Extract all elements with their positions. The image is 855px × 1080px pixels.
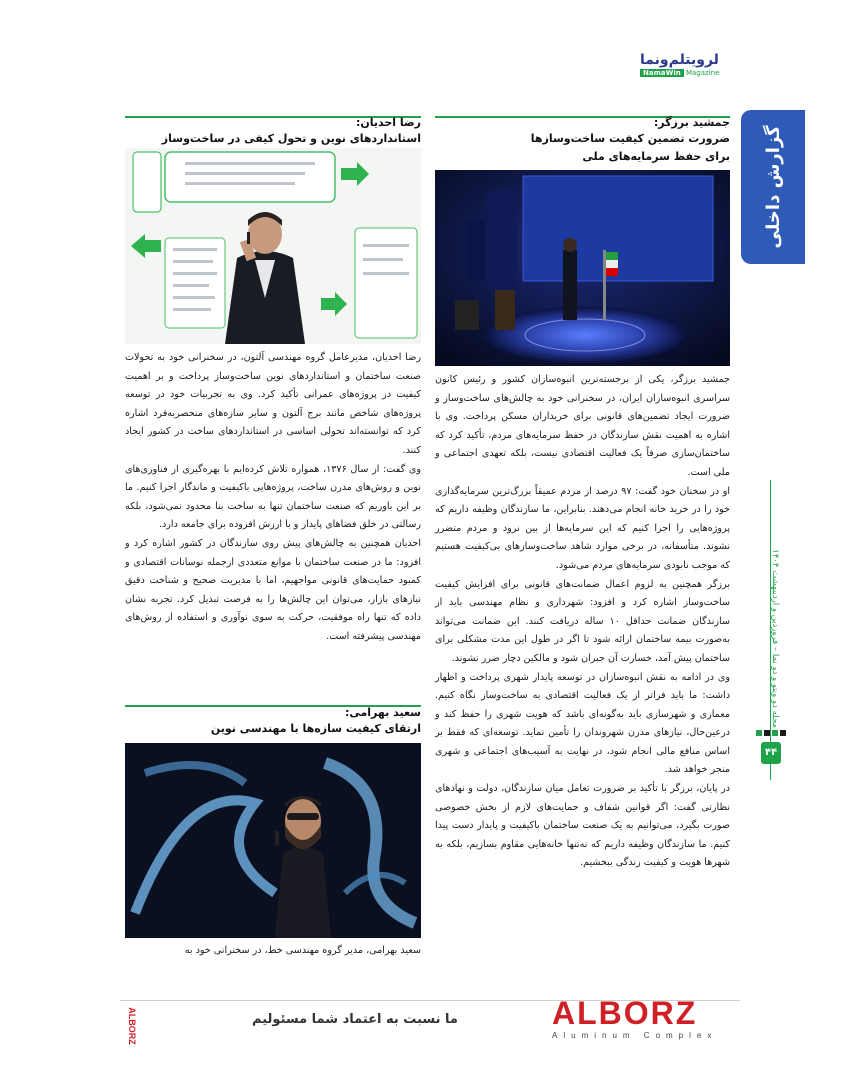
- stage-photo-image: [435, 170, 730, 366]
- logo-sub-brand: NamaWin: [640, 69, 684, 77]
- logo-sub-label: Magazine: [685, 69, 720, 77]
- article2-paragraph: وی گفت: از سال ۱۳۷۶، همواره تلاش کرده‌ایم با بهره‌گیری از فناوری‌های نوین و روش‌های مدرن ساخت، پروژه‌هایی باکیفیت و ماندگار اجرا کنیم. ما بر این باوریم که صنعت ساختمان تنها به ساخت بنا محدود نمی‌شود، بلکه رسالتی در خلق فضاهای پایدار و با ارزش افزوده برای جامعه دارد.: [125, 463, 421, 531]
- alborz-logo-word: ALBORZ: [552, 995, 698, 1031]
- article2-body: [125, 349, 421, 647]
- footer-brand-vertical-text: ALBORZ: [127, 1007, 137, 1045]
- article2-paragraph: احدیان همچنین به چالش‌های پیش روی سازندگان در کشور اشاره کرد و افزود: ما در صنعت ساختمان با موانع متعددی ازجمله نوسانات اقتصادی و کمبود حمایت‌های قانونی مواجهیم، اما با مدیریت صحیح و شناخت دقیق نیازهای بازار، می‌توان این چالش‌ها را به فرصت تبدیل کرد. تجربه نشان داده که تنها راه موفقیت، حرکت به سوی نوآوری و استفاده از روش‌های مهندسی پیشرفته است.: [125, 537, 421, 642]
- article3-title: ارتقای کیفیت سازه‌ها با مهندسی نوین: [210, 722, 421, 735]
- footer-tagline: ما نسبت به اعتماد شما مسئولیم: [252, 1012, 458, 1027]
- alborz-logo: [552, 996, 732, 1048]
- magazine-logo: [640, 52, 735, 82]
- article2-name: رضا احدیان:: [355, 116, 421, 129]
- page-number: ۴۴: [761, 742, 781, 764]
- speaker-stage-image: [125, 743, 421, 938]
- article2-photo: [125, 148, 421, 344]
- article1-paragraph: جمشید برزگر، یکی از برجسته‌ترین انبوه‌سازان کشور و رئیس کانون سراسری انبوه‌سازان ایران، در سخنرانی خود به چالش‌های ساخت‌وساز و ضرورت ایجاد تضمین‌های قانونی برای خریداران مسکن پرداخت. وی با اشاره به اهمیت نقش سازندگان در حفظ سرمایه‌های مردم، تأکید کرد که ساختمان‌سازی صرفاً یک فعالیت اقتصادی نیست، بلکه تعهدی اجتماعی و ملی است.: [435, 374, 730, 478]
- article2-title: استانداردهای نوین و تحول کیفی در ساخت‌وساز: [161, 132, 421, 145]
- article1-paragraph: او در سخنان خود گفت: ۹۷ درصد از مردم عمیقاً بزرگ‌ترین سرمایه‌گذاری خود را در خرید خانه انجام می‌دهند. بنابراین، ما سازندگان وظیفه داریم که پروژه‌هایی را اجرا کنیم که این سرمایه‌ها از بین نرود و مردم متضرر نشوند. متأسفانه، در برخی موارد شاهد ساخت‌وسازهای بی‌کیفیت هستیم که موجب نابودی سرمایه‌های مردم می‌شود.: [435, 485, 731, 571]
- article1-body: [435, 371, 730, 873]
- speaker-photo-image: [125, 148, 421, 344]
- issue-line: [760, 488, 780, 728]
- article1-photo: [435, 170, 730, 366]
- footer-brand-vertical: [123, 1004, 137, 1048]
- article1-title: ضرورت تضمین کیفیت ساخت‌وسازها برای حفظ سرمایه‌های ملی: [530, 132, 730, 163]
- section-label: گزارش داخلی: [762, 125, 784, 249]
- article1-paragraph: برزگر همچنین به لزوم اعمال ضمانت‌های قانونی برای افزایش کیفیت ساخت‌وساز اشاره کرد و افزود: شهرداری و نظام مهندسی باید از سازندگان ضمانت حداقل ۱۰ ساله دریافت کنند. این ضمانت می‌تواند به‌صورت بیمه ساختمان ارائه شود تا اگر در طول این مدت مشکلی برای ساختمان پیش آمد، خسارت آن جبران شود و مالکین دچار ضرر نشوند.: [435, 578, 730, 664]
- article1-paragraph: در پایان، برزگر با تأکید بر ضرورت تعامل میان سازندگان، دولت و نهادهای نظارتی گفت: اگر قوانین شفاف و حمایت‌های لازم از بخش خصوصی صورت بگیرد، می‌توانیم به یک صنعت ساختمان باکیفیت و پایدار دست پیدا کنیم. ما سازندگان وظیفه داریم که نه‌تنها خانه‌هایی مقاوم بسازیم، بلکه به شهرها هویت و کیفیت زندگی ببخشیم.: [435, 783, 730, 869]
- magazine-logo-sub: [640, 69, 735, 77]
- article3-caption: سعید بهرامی، مدیر گروه مهندسی خط، در سخنرانی خود به: [184, 945, 421, 956]
- issue-line-text: مجله دو ویتو و دو نما – فروردین و اردیبهشت ۱۴۰۴: [770, 549, 780, 728]
- page-decoration-icon: [754, 728, 788, 738]
- alborz-logo-sub: Aluminum Complex: [552, 1031, 718, 1040]
- article3-photo: [125, 743, 421, 938]
- article1-name: جمشید برزگر:: [653, 116, 730, 129]
- article2-paragraph: رضا احدیان، مدیرعامل گروه مهندسی آلتون، در سخنرانی خود به تحولات صنعت ساختمان و استانداردهای نوین ساخت‌وساز پرداخت و بر اهمیت کیفیت در پروژه‌های عمرانی تأکید کرد. وی به تجربیات خود در توسعه پروژه‌های شاخص مانند برج آلتون و سایر سازه‌های منحصربه‌فرد اشاره کرد که توانسته‌اند تحولی اساسی در استانداردهای ساخت در کشور ایجاد کنند.: [125, 352, 421, 456]
- article3-name: سعید بهرامی:: [344, 706, 421, 719]
- section-tab: [741, 110, 805, 264]
- article1-paragraph: وی در ادامه به نقش انبوه‌سازان در توسعه پایدار شهری پرداخت و اظهار داشت: ما باید فراتر از یک فعالیت اقتصادی به ساخت‌وساز نگاه کنیم. معماری و شهرسازی باید به‌گونه‌ای باشد که هویت شهری را حفظ کند و درعین‌حال، نیازهای مدرن شهروندان را تأمین نماید. توسعه‌ای که فقط بر اساس منافع مالی انجام شود، در نهایت به آسیب‌های اجتماعی و شهری منجر خواهد شد.: [435, 671, 730, 776]
- magazine-logo-title: لرويتلم‌ونما: [640, 52, 719, 68]
